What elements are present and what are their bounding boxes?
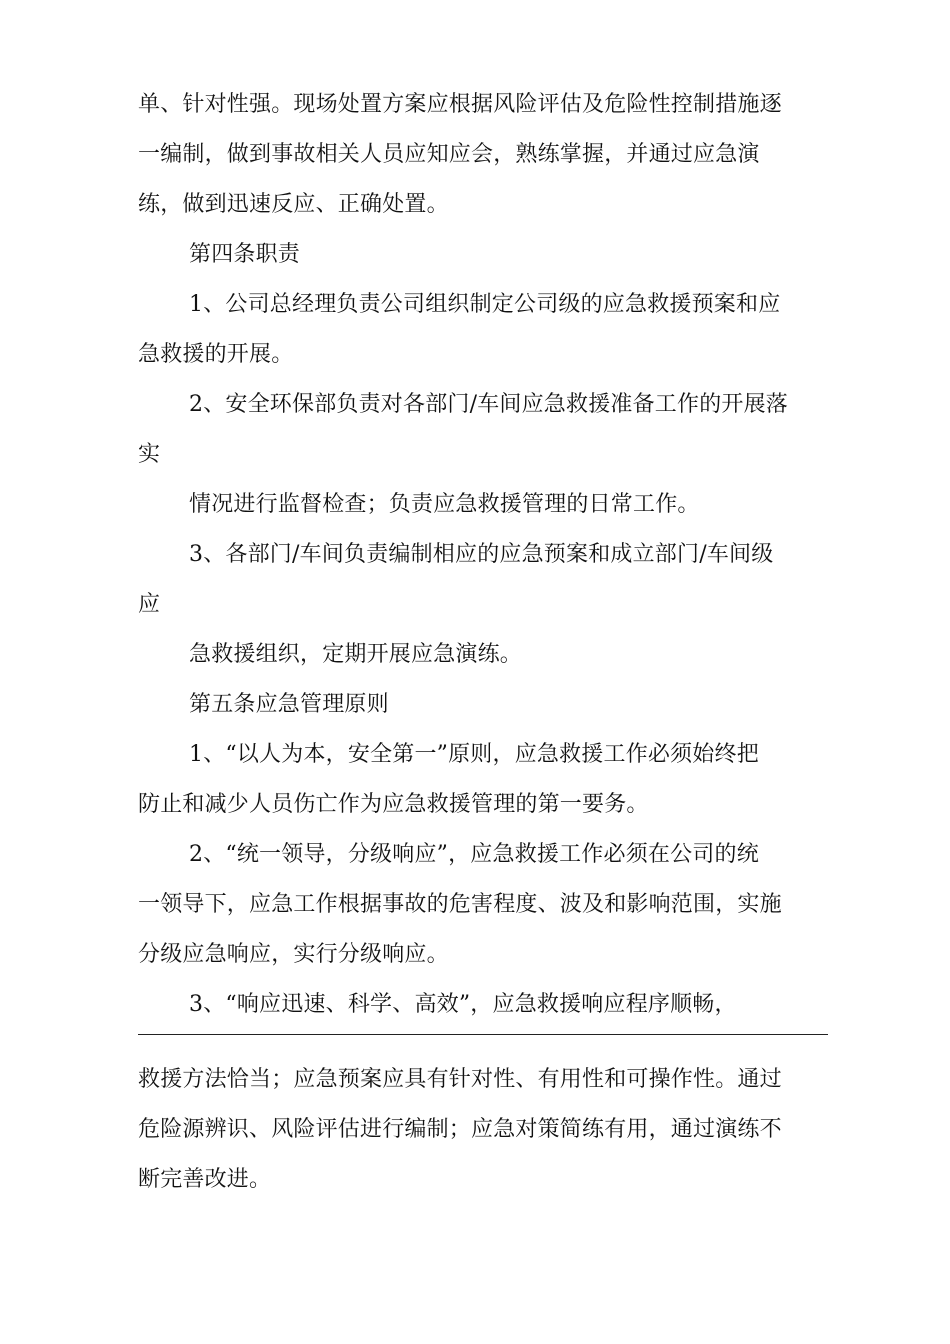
text-line: 3、“响应迅速、科学、高效”，应急救援响应程序顺畅， — [189, 992, 737, 1017]
text-line: 防止和减少人员伤亡作为应急救援管理的第一要务。 — [138, 792, 649, 817]
text-line: 练，做到迅速反应、正确处置。 — [138, 192, 449, 217]
text-line: 单、针对性强。现场处置方案应根据风险评估及危险性控制措施逐 — [138, 92, 782, 117]
text-line: 急救援的开展。 — [138, 342, 294, 367]
text-line: 2、“统一领导，分级响应”，应急救援工作必须在公司的统 — [189, 842, 759, 867]
text-line: 一领导下，应急工作根据事故的危害程度、波及和影响范围，实施 — [138, 892, 782, 917]
body-text-lower — [138, 1055, 828, 1205]
text-line: 分级应急响应，实行分级响应。 — [138, 942, 449, 967]
text-line: 第四条职责 — [189, 242, 301, 267]
page-break-divider — [138, 1034, 828, 1035]
text-line: 1、公司总经理负责公司组织制定公司级的应急救援预案和应 — [189, 292, 781, 317]
text-line: 1、“以人为本，安全第一”原则，应急救援工作必须始终把 — [189, 742, 759, 767]
text-line: 救援方法恰当；应急预案应具有针对性、有用性和可操作性。通过 — [138, 1067, 782, 1092]
text-line: 应 — [138, 592, 161, 617]
text-line: 3、各部门/车间负责编制相应的应急预案和成立部门/车间级 — [189, 542, 774, 567]
text-line: 第五条应急管理原则 — [189, 692, 389, 717]
text-line: 断完善改进。 — [138, 1167, 272, 1192]
text-line: 危险源辨识、风险评估进行编制；应急对策简练有用，通过演练不 — [138, 1117, 782, 1142]
text-line: 急救援组织，定期开展应急演练。 — [189, 642, 523, 667]
text-line: 实 — [138, 442, 161, 467]
text-line: 2、安全环保部负责对各部门/车间应急救援准备工作的开展落 — [189, 392, 789, 417]
text-line: 情况进行监督检查；负责应急救援管理的日常工作。 — [189, 492, 700, 517]
text-line: 一编制，做到事故相关人员应知应会，熟练掌握，并通过应急演 — [138, 142, 760, 167]
body-text-upper — [138, 80, 828, 1030]
